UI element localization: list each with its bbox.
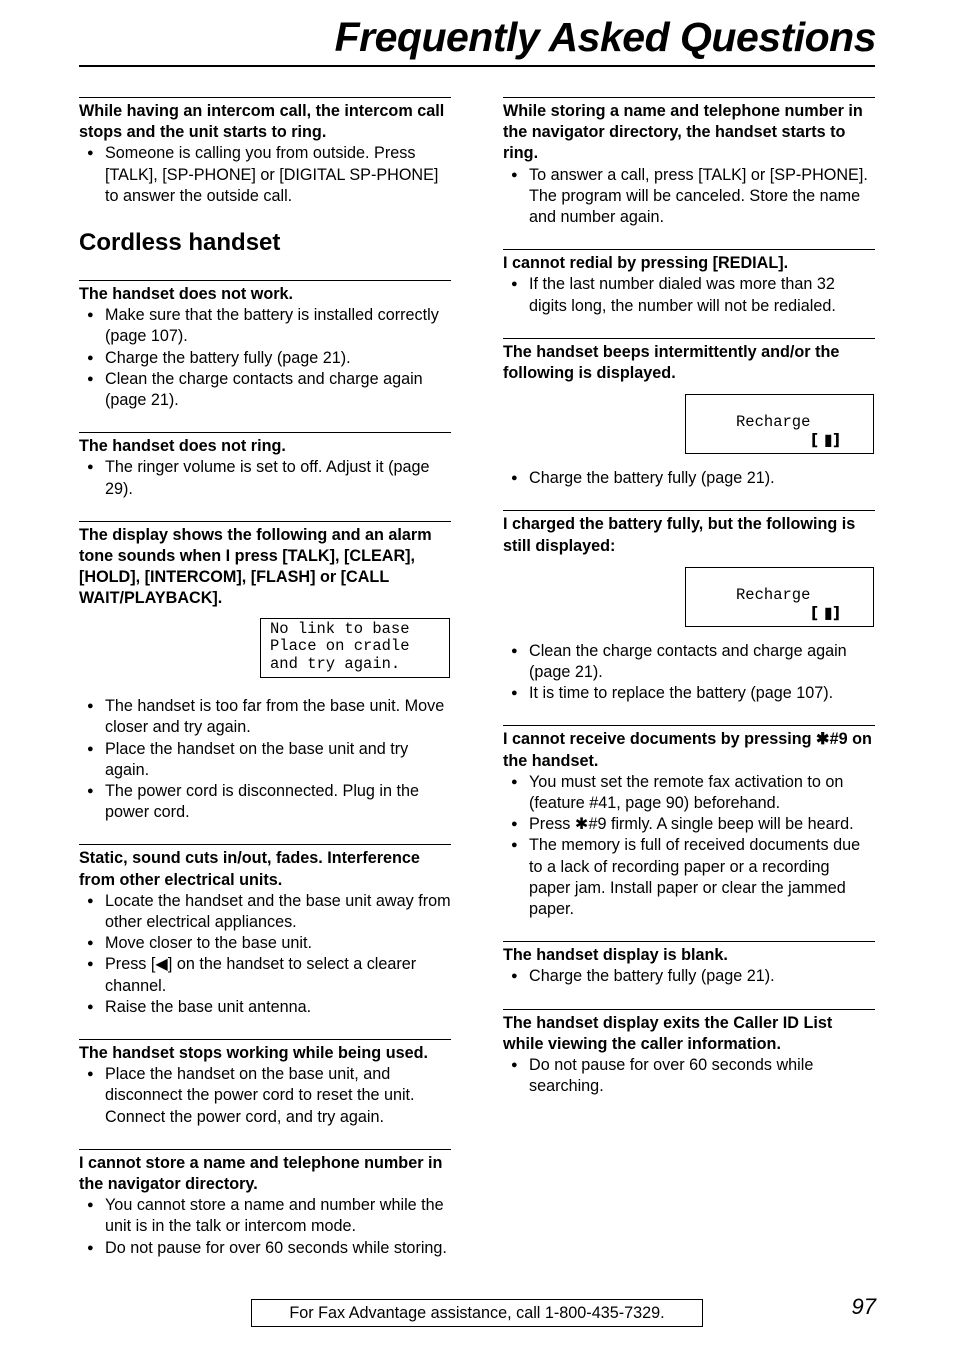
faq-answer: ● Press ✱#9 firmly. A single beep will be heard. (503, 814, 875, 835)
handset-display: No link to base Place on cradle and try again. (260, 618, 450, 679)
display-text: Recharge (736, 585, 811, 604)
faq-answers (79, 305, 451, 411)
faq-answers (503, 165, 875, 229)
faq-answer: ● You must set the remote fax activation to on (feature #41, page 90) beforehand. (503, 772, 875, 814)
faq-answer: ● Locate the handset and the base unit away from other electrical appliances. (79, 891, 451, 933)
faq-answer: ● Do not pause for over 60 seconds while storing. (79, 1238, 451, 1259)
faq-answer: ● Place the handset on the base unit and try again. (79, 739, 451, 781)
faq-answer: ● Press [◀] on the handset to select a clearer channel. (79, 954, 451, 996)
faq-answer: ● Someone is calling you from outside. Press [TALK], [SP-PHONE] or [DIGITAL SP-PHONE] to answer the outside call. (79, 143, 451, 207)
faq-answer: ● You cannot store a name and number while the unit is in the talk or intercom mode. (79, 1195, 451, 1237)
faq-item (503, 338, 875, 490)
handset-display (685, 567, 874, 627)
faq-answer: ● Charge the battery fully (page 21). (503, 468, 875, 489)
faq-question: I cannot receive documents by pressing ✱#9 on the handset. (503, 730, 872, 770)
faq-answer: ● Clean the charge contacts and charge again (page 21). (79, 369, 451, 411)
faq-answers (503, 966, 875, 987)
faq-answers (79, 1064, 451, 1128)
right-column (503, 97, 875, 1119)
faq-item (503, 249, 875, 317)
faq-answers (79, 457, 451, 499)
left-column (79, 97, 451, 1280)
display-text: Recharge (736, 413, 811, 432)
faq-answer: ● Place the handset on the base unit, and disconnect the power cord to reset the unit. Connect the power cord, and try again. (79, 1064, 451, 1128)
battery-icon: [ ▮] (811, 430, 840, 450)
faq-answer: ● Do not pause for over 60 seconds while searching. (503, 1055, 875, 1097)
faq-answer: ● Clean the charge contacts and charge again (page 21). (503, 641, 875, 683)
faq-question: I cannot redial by pressing [REDIAL]. (503, 254, 789, 273)
faq-item (79, 1149, 451, 1259)
faq-answer: ● Make sure that the battery is installed correctly (page 107). (79, 305, 451, 347)
faq-answers (79, 1195, 451, 1259)
faq-answer: ● Charge the battery fully (page 21). (79, 348, 451, 369)
faq-question: The handset does not work. (79, 285, 294, 304)
faq-answers (79, 891, 451, 1018)
faq-answer: ● Move closer to the base unit. (79, 933, 451, 954)
faq-answers (503, 772, 875, 920)
faq-answers (79, 696, 451, 823)
faq-answer: ● Raise the base unit antenna. (79, 997, 451, 1018)
page-number: 97 (851, 1294, 876, 1319)
faq-answers (503, 468, 875, 489)
faq-question: The display shows the following and an alarm tone sounds when I press [TALK], [CLEAR], [HOLD], [INTERCOM], [FLASH] or [CALL WAIT/PLAYBACK]. (79, 525, 432, 608)
faq-question: I cannot store a name and telephone number in the navigator directory. (79, 1153, 443, 1194)
faq-item (79, 97, 451, 207)
faq-question: The handset display exits the Caller ID List while viewing the caller information. (503, 1013, 833, 1053)
faq-answer: ● It is time to replace the battery (page 107). (503, 683, 875, 704)
faq-item (503, 97, 875, 228)
handset-display (685, 394, 874, 454)
faq-item (503, 510, 875, 704)
faq-item (79, 1039, 451, 1128)
faq-item (79, 280, 451, 411)
faq-question: The handset display is blank. (503, 946, 728, 965)
faq-item (79, 844, 451, 1018)
faq-answers (503, 641, 875, 705)
faq-answers (503, 1055, 875, 1097)
faq-question: While storing a name and telephone number in the navigator directory, the handset starts to ring. (503, 102, 863, 163)
faq-answer: ● To answer a call, press [TALK] or [SP-PHONE]. The program will be canceled. Store the name and number again. (503, 165, 875, 229)
faq-question: Static, sound cuts in/out, fades. Interference from other electrical units. (79, 849, 420, 889)
faq-item (503, 1009, 875, 1098)
battery-icon: [ ▮] (811, 602, 840, 622)
faq-answer: ● The memory is full of received documents due to a lack of recording paper or a recording paper jam. Install paper or clear the jammed paper. (503, 835, 875, 920)
title-rule (79, 65, 875, 67)
faq-question: The handset stops working while being used. (79, 1044, 428, 1062)
faq-answer: ● The handset is too far from the base unit. Move closer and try again. (79, 696, 451, 738)
faq-item (79, 521, 451, 824)
section-title: Cordless handset (79, 229, 281, 257)
faq-answer: ● The ringer volume is set to off. Adjust it (page 29). (79, 457, 451, 499)
page-title: Frequently Asked Questions (334, 14, 876, 60)
faq-answer: ● Charge the battery fully (page 21). (503, 966, 875, 987)
faq-item (503, 725, 875, 920)
faq-answer: ● If the last number dialed was more than 32 digits long, the number will not be redialed. (503, 274, 875, 316)
faq-item (503, 941, 875, 987)
faq-question: The handset does not ring. (79, 437, 286, 456)
footer-assistance: For Fax Advantage assistance, call 1-800-435-7329. (251, 1299, 703, 1327)
faq-item (79, 432, 451, 500)
faq-answer: ● The power cord is disconnected. Plug in the power cord. (79, 781, 451, 823)
faq-question: I charged the battery fully, but the following is still displayed: (503, 515, 856, 555)
faq-answers (503, 274, 875, 316)
faq-answers (79, 143, 451, 207)
faq-question: The handset beeps intermittently and/or the following is displayed. (503, 342, 840, 383)
faq-question: While having an intercom call, the intercom call stops and the unit starts to ring. (79, 102, 445, 142)
